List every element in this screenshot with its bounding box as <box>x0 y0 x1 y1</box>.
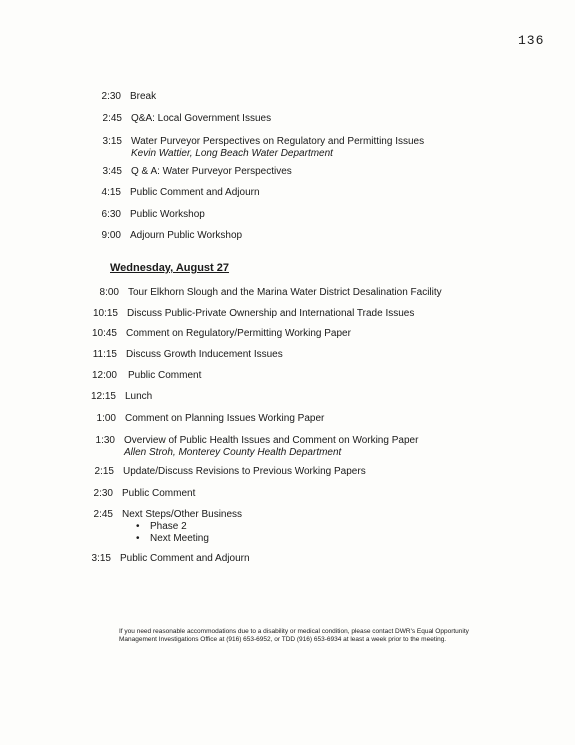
speaker-name: Allen Stroh, Monterey County Health Department <box>124 447 342 458</box>
schedule-description: Lunch <box>125 391 153 402</box>
schedule-time: 3:45 <box>102 166 122 177</box>
session-title: Overview of Public Health Issues and Comment on Working Paper <box>124 435 419 446</box>
schedule-time: 11:15 <box>92 349 117 360</box>
session-title: Water Purveyor Perspectives on Regulatory and Permitting Issues <box>131 136 425 147</box>
schedule-description: Discuss Growth Inducement Issues <box>126 349 283 360</box>
schedule-time: 2:45 <box>93 509 113 520</box>
schedule-description: Q&A: Local Government Issues <box>131 113 272 124</box>
schedule-description: Public Comment <box>128 370 202 381</box>
schedule-time: 10:15 <box>92 308 118 319</box>
schedule-description: Adjourn Public Workshop <box>130 230 243 241</box>
accommodation-note: If you need reasonable accommodations due to a disability or medical condition, please contact DWR's Equal Opportunity Management Investigations Office at (916) 653-6952, or TDD (916) 653-6934 at least a week prior to the meeting. <box>119 628 469 643</box>
day-heading: Wednesday, August 27 <box>110 262 229 274</box>
schedule-description: Comment on Regulatory/Permitting Working Paper <box>126 328 351 339</box>
schedule-time: 8:00 <box>99 287 119 298</box>
schedule-description <box>122 509 242 545</box>
schedule-description: Public Workshop <box>130 209 205 220</box>
schedule-description: Update/Discuss Revisions to Previous Working Papers <box>123 466 366 477</box>
schedule-time: 12:00 <box>91 370 117 381</box>
schedule-time: 4:15 <box>101 187 121 198</box>
schedule-time: 1:30 <box>95 435 115 446</box>
schedule-time: 9:00 <box>101 230 121 241</box>
schedule-description: Tour Elkhorn Slough and the Marina Water District Desalination Facility <box>128 287 442 298</box>
schedule-time: 2:45 <box>102 113 122 124</box>
schedule-description: Public Comment and Adjourn <box>120 553 250 564</box>
schedule-time: 2:30 <box>93 488 113 499</box>
schedule-time: 2:30 <box>101 91 121 102</box>
schedule-description: Break <box>130 91 157 102</box>
bullet-item: • Phase 2 <box>150 521 242 533</box>
schedule-description: Discuss Public-Private Ownership and International Trade Issues <box>127 308 415 319</box>
schedule-time: 6:30 <box>101 209 121 220</box>
schedule-description <box>131 136 424 160</box>
schedule-time: 3:15 <box>102 136 122 147</box>
schedule-description: Comment on Planning Issues Working Paper <box>125 413 325 424</box>
speaker-name: Kevin Wattier, Long Beach Water Department <box>131 148 333 159</box>
schedule-time: 1:00 <box>96 413 116 424</box>
schedule-time: 12:15 <box>90 391 116 402</box>
schedule-description <box>124 435 418 459</box>
schedule-description: Public Comment and Adjourn <box>130 187 260 198</box>
schedule-time: 10:45 <box>91 328 117 339</box>
schedule-description: Q & A: Water Purveyor Perspectives <box>131 166 292 177</box>
schedule-time: 2:15 <box>94 466 114 477</box>
session-title: Next Steps/Other Business <box>122 509 243 520</box>
page-number: 136 <box>518 33 545 48</box>
bullet-item: • Next Meeting <box>150 533 242 545</box>
schedule-description: Public Comment <box>122 488 196 499</box>
schedule-time: 3:15 <box>91 553 111 564</box>
bullet-list <box>122 521 242 545</box>
